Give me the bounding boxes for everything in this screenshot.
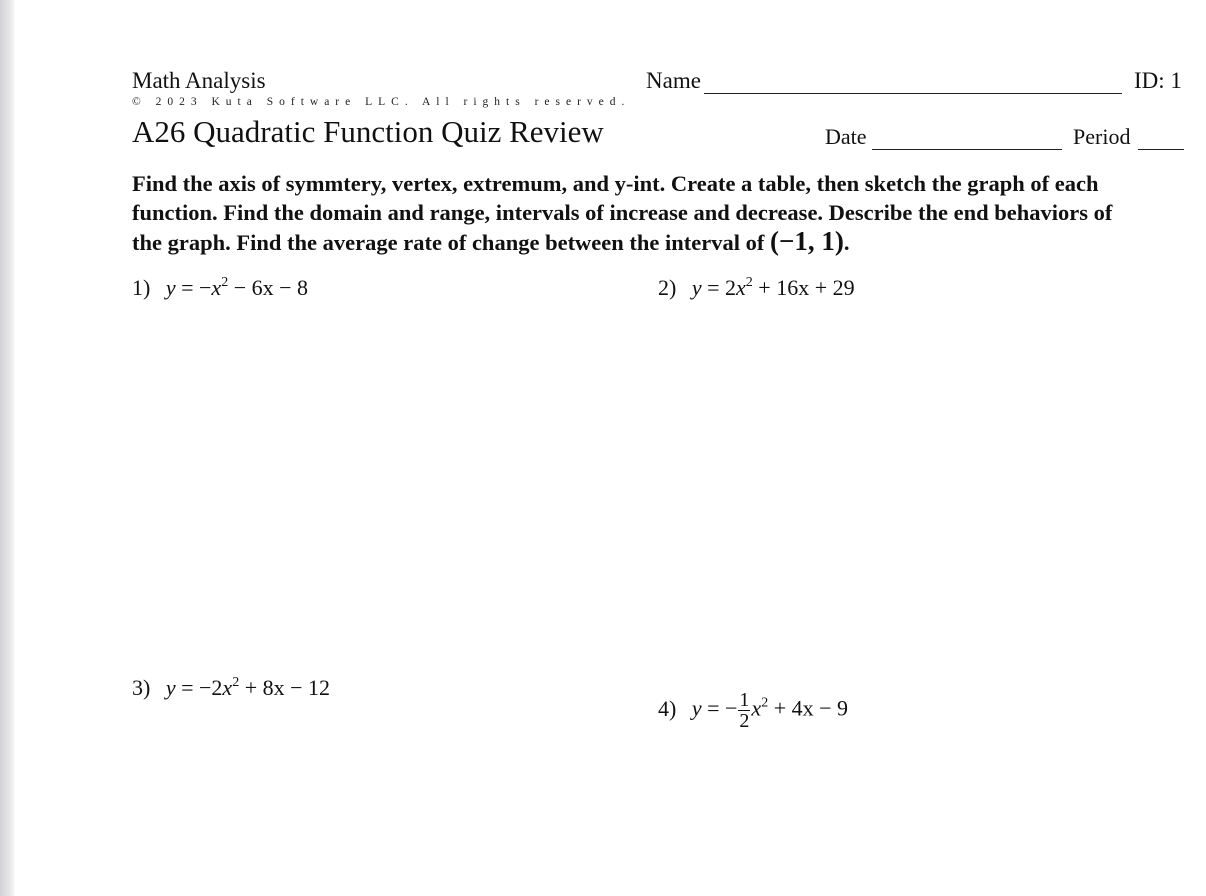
instructions [132,170,1132,258]
name-label: Name [646,68,701,93]
worksheet-page [14,0,1206,896]
equation-rest: + 16x + 29 [752,275,855,300]
problem-number: 2) [658,275,677,300]
equation-exponent: 2 [232,675,240,690]
equation-part: = 2 [701,275,737,300]
equation-var: y [165,675,176,700]
period-blank-line [1138,149,1184,150]
equation-var: y [691,695,702,721]
date-blank-line [872,149,1062,150]
equation-rest: − 6x − 8 [228,275,309,300]
worksheet-title: A26 Quadratic Function Quiz Review [132,114,604,149]
equation-term-var: x [222,675,233,700]
problem-2 [658,275,855,301]
problem-4 [658,690,848,731]
viewer-left-edge [0,0,14,896]
equation-fraction [738,690,750,731]
equation-exponent: 2 [745,275,753,290]
name-blank-line [704,93,1122,94]
problem-number: 1) [132,275,151,300]
problem-3 [132,675,330,701]
equation-var: y [165,275,176,300]
equation-part: = − [175,275,212,300]
problem-number: 3) [132,675,151,700]
date-label: Date [825,124,867,149]
equation-part: = − [701,695,738,721]
copyright-notice: © 2023 Kuta Software LLC. All rights reserved. [132,96,631,108]
fraction-denominator: 2 [739,710,750,732]
problem-1 [132,275,308,301]
instructions-end: . [843,230,850,255]
equation-part: = −2 [175,675,223,700]
equation-rest: + 4x − 9 [768,695,849,721]
worksheet-id: ID: 1 [1134,68,1182,93]
fraction-numerator: 1 [739,689,750,711]
instructions-text: Find the axis of symmtery, vertex, extremum, and y-int. Create a table, then sketch the graph of each function. Find the domain and range, intervals of increase and decrease. Describe the end behaviors of the graph. Find the average rate of change between the interval of [132,171,1113,255]
equation-term-var: x [211,275,222,300]
course-name: Math Analysis [132,68,266,93]
equation-term-var: x [751,695,762,721]
equation-term-var: x [736,275,746,300]
equation-var: y [691,275,702,300]
equation-rest: + 8x − 12 [239,675,331,700]
problem-number: 4) [658,695,677,721]
instructions-interval: (−1, 1) [770,226,844,256]
equation-exponent: 2 [761,695,769,711]
period-label: Period [1073,124,1131,149]
equation-exponent: 2 [221,275,229,290]
